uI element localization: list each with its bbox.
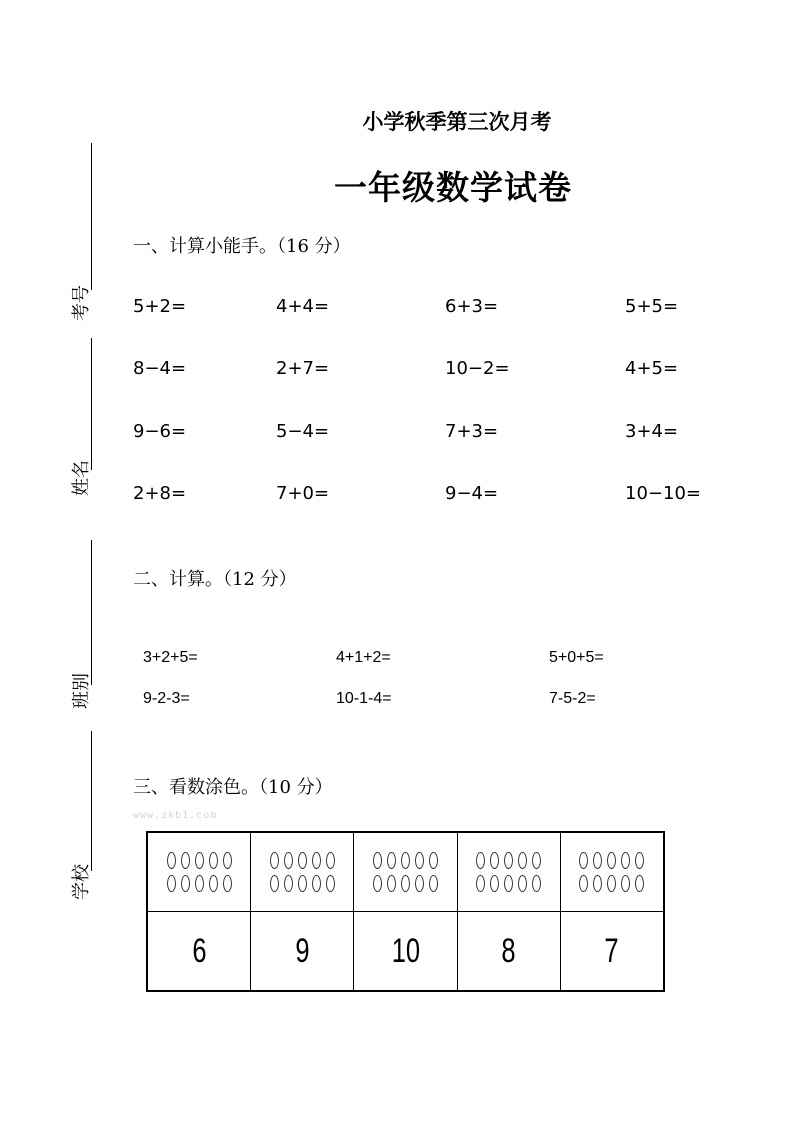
problem: 5+0+5= (549, 649, 604, 666)
target-number: 10 (391, 931, 420, 970)
oval-shape[interactable] (326, 875, 335, 892)
oval-shape[interactable] (607, 852, 616, 869)
problem: 5+2= (133, 296, 187, 317)
number-cell (147, 912, 251, 992)
oval-shape[interactable] (387, 852, 396, 869)
oval-row (354, 852, 456, 869)
oval-shape[interactable] (209, 875, 218, 892)
oval-shape[interactable] (326, 852, 335, 869)
target-number: 9 (295, 931, 310, 970)
oval-shape[interactable] (270, 852, 279, 869)
problem: 3+4= (625, 421, 679, 442)
oval-row (251, 875, 353, 892)
problem: 8−4= (133, 358, 187, 379)
problem: 4+5= (625, 358, 679, 379)
oval-shape[interactable] (167, 852, 176, 869)
oval-shape[interactable] (195, 875, 204, 892)
oval-shape[interactable] (223, 852, 232, 869)
oval-shape[interactable] (490, 852, 499, 869)
oval-row (561, 875, 663, 892)
target-number: 6 (192, 931, 207, 970)
oval-shape[interactable] (504, 875, 513, 892)
oval-shape[interactable] (181, 875, 190, 892)
oval-shape[interactable] (518, 875, 527, 892)
oval-shape[interactable] (518, 852, 527, 869)
ovals-row (147, 832, 664, 912)
oval-shape[interactable] (401, 875, 410, 892)
oval-shape[interactable] (579, 875, 588, 892)
problem: 9−6= (133, 421, 187, 442)
class-label: 班别 (71, 673, 92, 709)
section1-heading: 一、计算小能手。（16 分） (133, 236, 351, 257)
oval-shape[interactable] (635, 852, 644, 869)
oval-shape[interactable] (415, 875, 424, 892)
section3-heading: 三、看数涂色。（10 分） (133, 777, 333, 798)
oval-shape[interactable] (312, 875, 321, 892)
problem: 2+7= (276, 358, 330, 379)
coloring-table (146, 831, 665, 992)
target-number: 7 (604, 931, 619, 970)
oval-shape[interactable] (429, 875, 438, 892)
oval-shape[interactable] (476, 875, 485, 892)
problem: 10-1-4= (336, 690, 392, 707)
oval-shape[interactable] (593, 852, 602, 869)
oval-shape[interactable] (532, 852, 541, 869)
oval-group[interactable] (457, 832, 560, 912)
oval-shape[interactable] (195, 852, 204, 869)
oval-row (458, 875, 560, 892)
problem: 7+0= (276, 483, 330, 504)
watermark: www.zkb1.com (133, 810, 218, 821)
oval-shape[interactable] (579, 852, 588, 869)
problem: 5−4= (276, 421, 330, 442)
oval-shape[interactable] (532, 875, 541, 892)
oval-row (354, 875, 456, 892)
problem: 7-5-2= (549, 690, 596, 707)
problem: 5+5= (625, 296, 679, 317)
oval-shape[interactable] (312, 852, 321, 869)
target-number: 8 (501, 931, 516, 970)
oval-group[interactable] (251, 832, 354, 912)
problem: 3+2+5= (143, 649, 198, 666)
problem: 6+3= (445, 296, 499, 317)
exam-title: 一年级数学试卷 (334, 168, 572, 207)
oval-row (148, 875, 250, 892)
oval-group[interactable] (147, 832, 251, 912)
oval-shape[interactable] (621, 852, 630, 869)
number-cell (457, 912, 560, 992)
oval-shape[interactable] (298, 875, 307, 892)
oval-row (251, 852, 353, 869)
oval-shape[interactable] (298, 852, 307, 869)
binding-line-name (91, 338, 92, 470)
oval-group[interactable] (354, 832, 457, 912)
problem: 4+4= (276, 296, 330, 317)
exam-number-label: 考号 (71, 285, 92, 321)
oval-shape[interactable] (415, 852, 424, 869)
oval-shape[interactable] (373, 875, 382, 892)
oval-shape[interactable] (476, 852, 485, 869)
problem: 4+1+2= (336, 649, 391, 666)
number-cell (560, 912, 664, 992)
binding-line-school (91, 731, 92, 871)
oval-row (148, 852, 250, 869)
oval-shape[interactable] (504, 852, 513, 869)
number-cell (354, 912, 457, 992)
oval-shape[interactable] (284, 852, 293, 869)
numbers-row (147, 912, 664, 992)
oval-shape[interactable] (401, 852, 410, 869)
oval-shape[interactable] (373, 852, 382, 869)
binding-line-class (91, 540, 92, 685)
oval-shape[interactable] (270, 875, 279, 892)
oval-shape[interactable] (607, 875, 616, 892)
oval-group[interactable] (560, 832, 664, 912)
oval-shape[interactable] (490, 875, 499, 892)
exam-subtitle: 小学秋季第三次月考 (362, 110, 552, 134)
oval-shape[interactable] (429, 852, 438, 869)
problem: 10−2= (445, 358, 510, 379)
problem: 2+8= (133, 483, 187, 504)
section2-heading: 二、计算。（12 分） (133, 569, 297, 590)
oval-shape[interactable] (284, 875, 293, 892)
oval-shape[interactable] (635, 875, 644, 892)
oval-row (458, 852, 560, 869)
oval-row (561, 852, 663, 869)
oval-shape[interactable] (387, 875, 396, 892)
number-cell (251, 912, 354, 992)
problem: 7+3= (445, 421, 499, 442)
oval-shape[interactable] (209, 852, 218, 869)
oval-shape[interactable] (621, 875, 630, 892)
oval-shape[interactable] (167, 875, 176, 892)
oval-shape[interactable] (223, 875, 232, 892)
name-label: 姓名 (71, 460, 92, 496)
problem: 9-2-3= (143, 690, 190, 707)
oval-shape[interactable] (181, 852, 190, 869)
problem: 10−10= (625, 483, 701, 504)
oval-shape[interactable] (593, 875, 602, 892)
problem: 9−4= (445, 483, 499, 504)
school-label: 学校 (71, 864, 92, 900)
